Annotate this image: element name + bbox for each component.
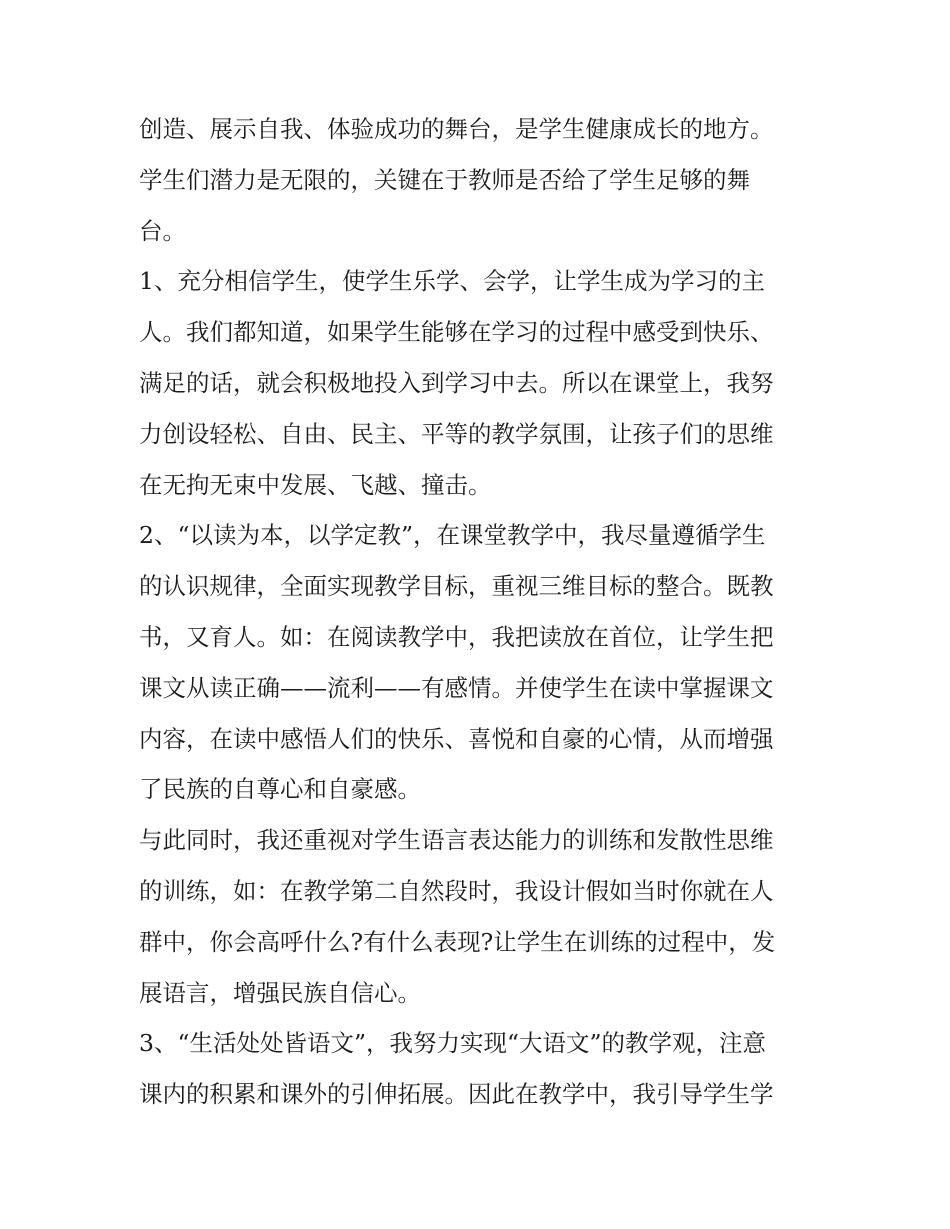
text-line: 学生们潜力是无限的，关键在于教师是否给了学生足够的舞 — [139, 165, 750, 194]
text-line: 了民族的自尊心和自豪感。 — [139, 775, 421, 804]
text-line: 课内的积累和课外的引伸拓展。因此在教学中，我引导学生学 — [139, 1080, 774, 1109]
text-line: 的训练，如：在教学第二自然段时，我设计假如当时你就在人 — [139, 876, 774, 905]
text-line: 内容，在读中感悟人们的快乐、喜悦和自豪的心情，从而增强 — [139, 724, 774, 753]
text-line: 3、“生活处处皆语文”，我努力实现“大语文”的教学观，注意 — [139, 1029, 767, 1058]
text-line: 与此同时，我还重视对学生语言表达能力的训练和发散性思维 — [139, 826, 774, 855]
text-line: 2、“以读为本，以学定教”，在课堂教学中，我尽量遵循学生 — [139, 521, 766, 550]
document-body — [139, 104, 819, 1120]
text-line: 1、充分相信学生，使学生乐学、会学，让学生成为学习的主 — [139, 267, 765, 296]
text-line: 群中，你会高呼什么?有什么表现?让学生在训练的过程中，发 — [139, 927, 776, 956]
text-line: 课文从读正确——流利——有感情。并使学生在读中掌握课文 — [139, 673, 774, 702]
text-line: 在无拘无束中发展、飞越、撞击。 — [139, 470, 492, 499]
text-line: 台。 — [139, 216, 186, 245]
text-line: 的认识规律，全面实现教学目标，重视三维目标的整合。既教 — [139, 572, 774, 601]
text-line: 人。我们都知道，如果学生能够在学习的过程中感受到快乐、 — [139, 318, 774, 347]
text-line: 书，又育人。如：在阅读教学中，我把读放在首位，让学生把 — [139, 622, 774, 651]
text-line: 力创设轻松、自由、民主、平等的教学氛围，让孩子们的思维 — [139, 419, 774, 448]
text-line: 满足的话，就会积极地投入到学习中去。所以在课堂上，我努 — [139, 368, 774, 397]
text-line: 展语言，增强民族自信心。 — [139, 978, 421, 1007]
text-line: 创造、展示自我、体验成功的舞台，是学生健康成长的地方。 — [139, 115, 774, 143]
